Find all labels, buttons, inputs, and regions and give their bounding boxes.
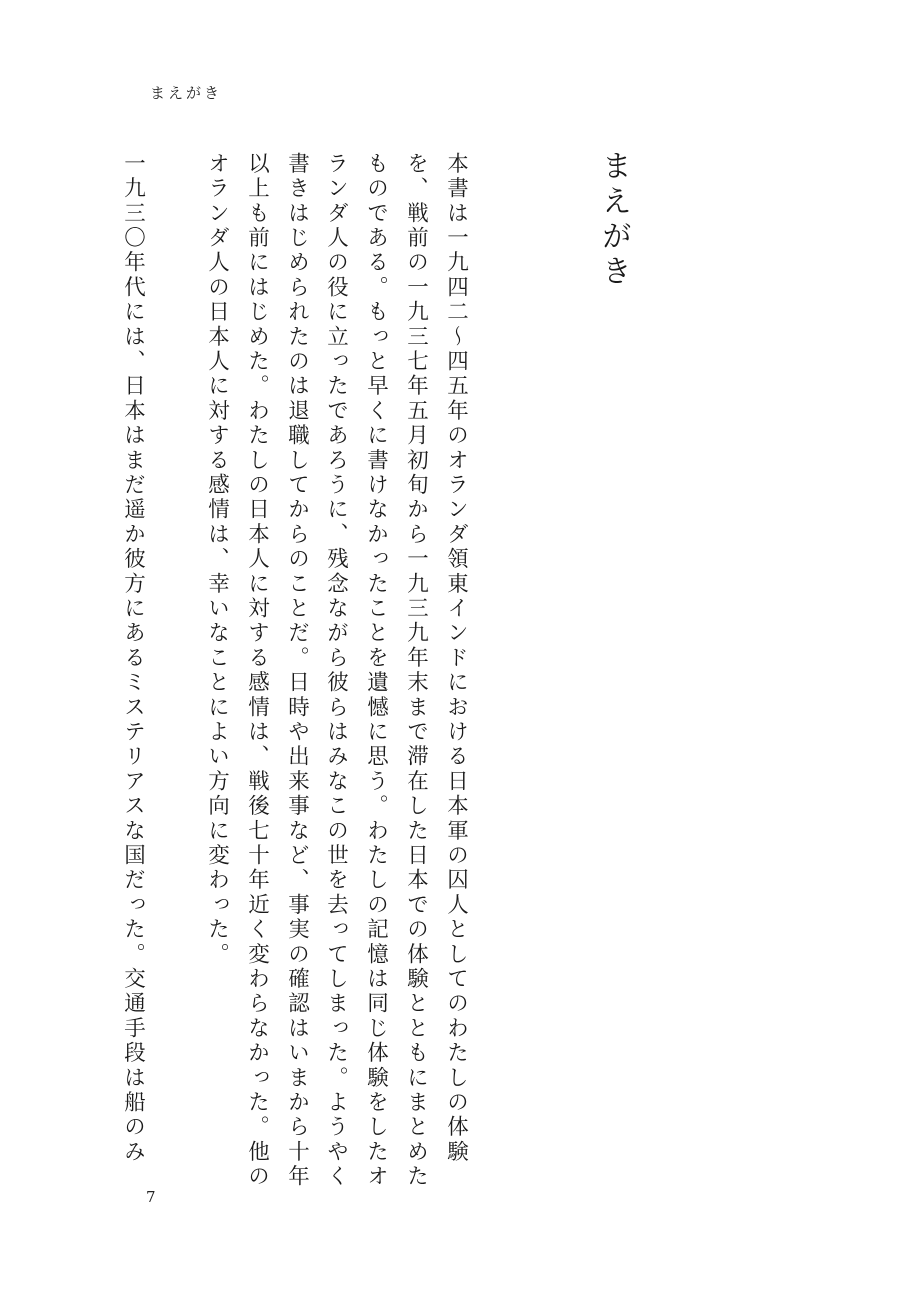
body-line: オランダ人の日本人に対する感情は、幸いなことによい方向に変わった。 [204, 152, 230, 968]
page-number: 7 [146, 1188, 156, 1206]
body-line: 以上も前にはじめた。わたしの日本人に対する感情は、戦後七十年近く変わらなかった。他の [244, 152, 270, 1190]
body-line: ものである。もっと早くに書けなかったことを遺憾に思う。わたしの記憶は同じ体験をしたオ [363, 152, 389, 1190]
running-head: まえがき [150, 84, 223, 102]
body-line: 本書は一九四二〜四五年のオランダ領東インドにおける日本軍の囚人としてのわたしの体験 [443, 152, 469, 1165]
chapter-title: まえがき [596, 150, 631, 290]
body-line: 一九三〇年代には、日本はまだ遥か彼方にあるミステリアスな国だった。交通手段は船のみ [120, 152, 146, 1165]
body-line: を、戦前の一九三七年五月初旬から一九三九年末まで滞在した日本での体験とともにまとめた [403, 152, 429, 1190]
body-line: 書きはじめられたのは退職してからのことだ。日時や出来事など、事実の確認はいまから十年 [284, 152, 310, 1190]
body-line: ランダ人の役に立ったであろうに、残念ながら彼らはみなこの世を去ってしまった。ようやく [323, 152, 349, 1190]
